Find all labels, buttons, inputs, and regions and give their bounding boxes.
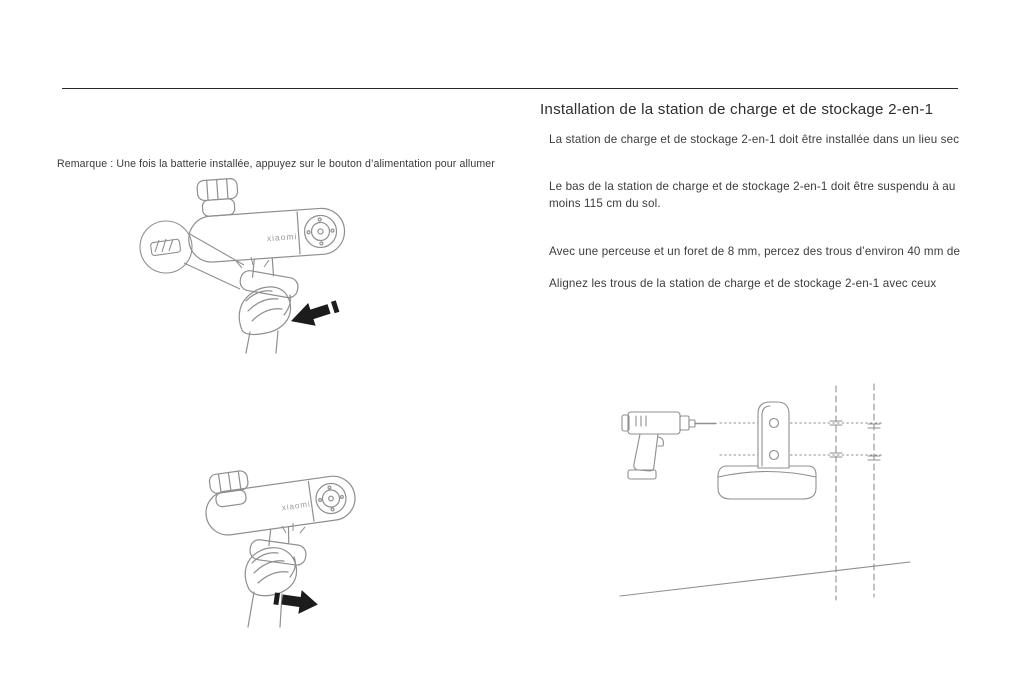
brand-label: xiaomi: [266, 231, 298, 244]
instruction-paragraph: Le bas de la station de charge et de stockage 2-en-1 doit être suspendu à au moins 115 cm du sol.: [549, 180, 956, 210]
battery-detail: [150, 239, 181, 256]
dock-base: [718, 466, 816, 499]
illustration-battery-install: [126, 165, 371, 355]
vertical-guide-lines: [836, 384, 874, 600]
brand-label: xiaomi: [281, 499, 312, 513]
battery-note: Remarque : Une fois la batterie installée, appuyez sur le bouton d’alimentation pour allumer: [57, 157, 495, 170]
battery-install-drawing: [126, 165, 371, 355]
push-arrow: [287, 295, 341, 333]
slide-arrow: [273, 586, 320, 616]
instruction-paragraph: La station de charge et de stockage 2-en-1 doit être installée dans un lieu sec: [549, 133, 960, 146]
illustration-wall-mounting: [612, 378, 917, 623]
illustration-power-button: [190, 438, 380, 630]
wall-bracket: [758, 402, 789, 468]
instruction-paragraph: Avec une perceuse et un foret de 8 mm, percez des trous d’environ 40 mm de: [549, 245, 961, 258]
alignment-dotted-lines: [720, 423, 882, 455]
hand: [245, 548, 296, 627]
power-button-drawing: [190, 438, 380, 630]
magnifier-callout: [140, 221, 244, 289]
drill-hole-marks: [830, 421, 880, 460]
vacuum-body: [185, 171, 349, 306]
wall-mounting-drawing: [612, 378, 917, 623]
section-title: Installation de la station de charge et de stockage 2-en-1: [540, 101, 934, 118]
top-divider: [62, 88, 958, 89]
floor-line: [620, 562, 910, 596]
drill: [622, 412, 716, 479]
instruction-paragraph: Alignez les trous de la station de charge et de stockage 2-en-1 avec ceux: [549, 277, 937, 290]
